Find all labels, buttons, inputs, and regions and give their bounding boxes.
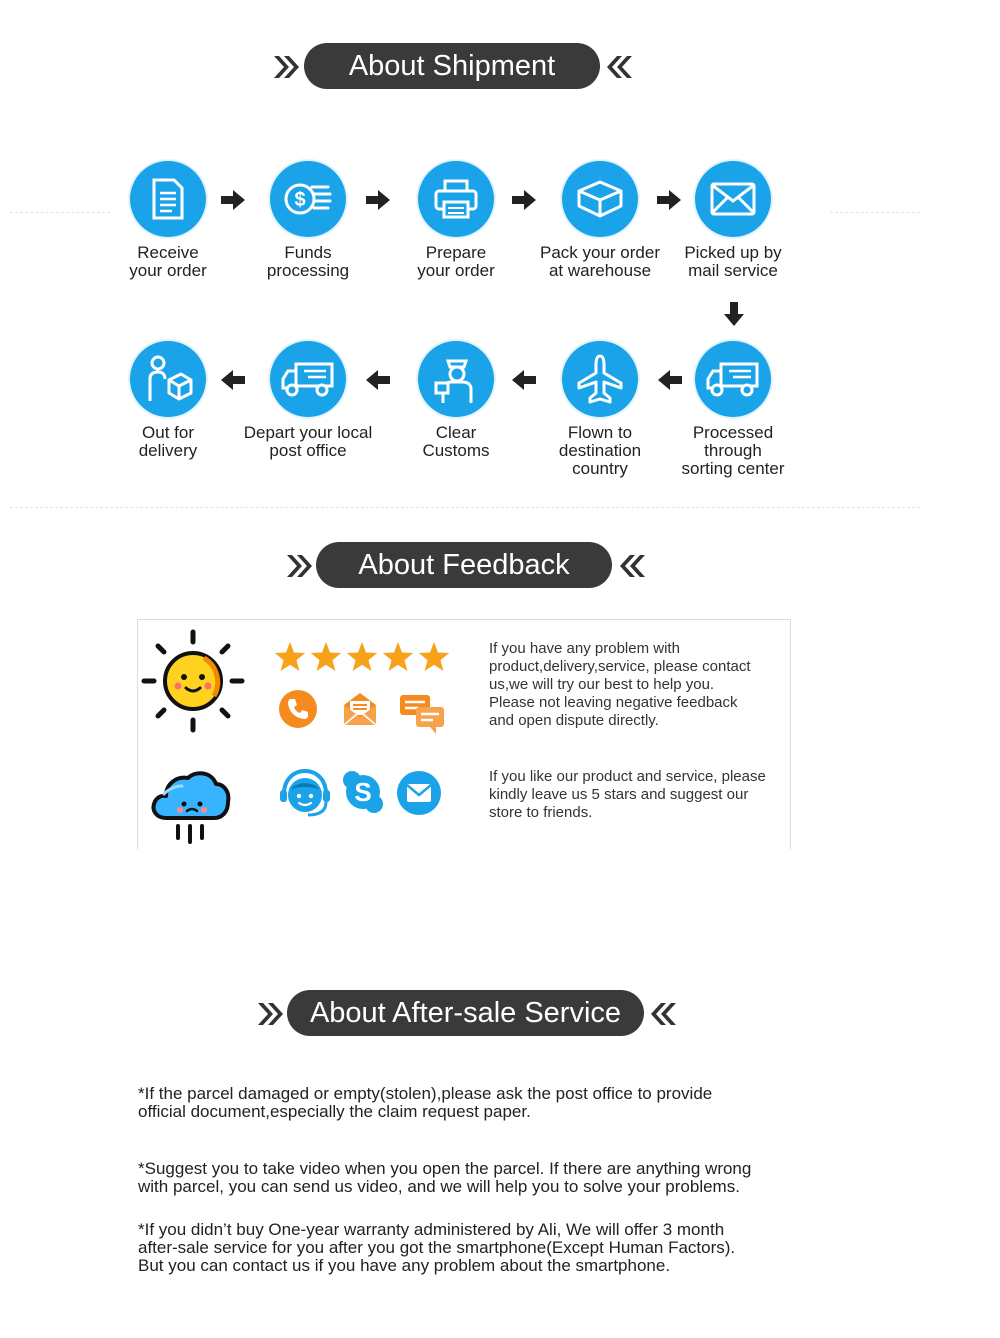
truck-icon: [695, 341, 771, 417]
step-prepare-order: Prepare your order: [381, 161, 531, 280]
rating-stars: [274, 641, 454, 675]
svg-text:$: $: [294, 189, 306, 211]
airplane-icon: [562, 341, 638, 417]
chevron-left-double-icon: [617, 551, 647, 581]
star-icon: [347, 642, 377, 671]
sun-icon: [140, 628, 246, 734]
customer-service-icon: [278, 768, 332, 820]
delivery-man-icon: [130, 341, 206, 417]
aftersale-paragraph-2: *Suggest you to take video when you open the parcel. If there are anything wrong with parcel, you can send us video, and we will help you to solve your problems.: [138, 1159, 752, 1196]
star-icon: [311, 642, 341, 671]
step-flown-destination: Flown to destination country: [525, 341, 675, 478]
chevron-right-double-icon: [272, 52, 302, 82]
shipment-banner: [304, 43, 600, 89]
feedback-problem-text: If you have any problem with product,delivery,service, please contact us,we will try our best to help you. Please not leaving negative feedback and open dispute directly.: [489, 640, 751, 729]
aftersale-title: About After-sale Service: [287, 990, 644, 1036]
divider: [10, 507, 920, 508]
truck-icon: [270, 341, 346, 417]
star-icon: [275, 642, 305, 671]
mail-open-icon: [340, 689, 380, 729]
aftersale-paragraph-1: *If the parcel damaged or empty(stolen),please ask the post office to provide official document,especially the claim request paper.: [138, 1084, 713, 1121]
step-picked-up: Picked up by mail service: [658, 161, 808, 280]
chevron-left-double-icon: [648, 999, 678, 1029]
step-processed-sorting: Processed through sorting center: [658, 341, 808, 478]
email-icon: [396, 770, 442, 816]
arrow-down-icon: [724, 302, 744, 326]
feedback-like-text: If you like our product and service, please kindly leave us 5 stars and suggest our store to friends.: [489, 768, 766, 821]
divider: [830, 212, 920, 213]
phone-icon: [278, 689, 318, 729]
star-icon: [419, 642, 449, 671]
shipment-title: About Shipment: [304, 43, 600, 89]
cloud-icon: [148, 764, 234, 846]
step-pack-order: Pack your order at warehouse: [525, 161, 675, 280]
printer-icon: [418, 161, 494, 237]
skype-icon: [342, 770, 384, 814]
chevron-left-double-icon: [604, 52, 634, 82]
step-funds-processing: $ Funds processing: [233, 161, 383, 280]
step-receive-order: Receive your order: [93, 161, 243, 280]
star-icon: [383, 642, 413, 671]
step-out-for-delivery: Out for delivery: [93, 341, 243, 460]
chat-icon: [398, 693, 446, 735]
coins-icon: [270, 161, 346, 237]
svg-text:S: S: [354, 777, 372, 807]
document-icon: [130, 161, 206, 237]
box-icon: [562, 161, 638, 237]
feedback-title: About Feedback: [316, 542, 612, 588]
envelope-icon: [695, 161, 771, 237]
step-clear-customs: Clear Customs: [381, 341, 531, 460]
feedback-banner: [316, 542, 612, 588]
aftersale-paragraph-3: *If you didn’t buy One-year warranty administered by Ali, We will offer 3 month after-sale service for you after you got the smartphone(Except Human Factors). But you can contact us if you have any problem about the smartphone.: [138, 1220, 736, 1275]
aftersale-banner: [287, 990, 644, 1036]
step-depart-post-office: Depart your local post office: [233, 341, 383, 460]
customs-officer-icon: [418, 341, 494, 417]
chevron-right-double-icon: [285, 551, 315, 581]
chevron-right-double-icon: [256, 999, 286, 1029]
